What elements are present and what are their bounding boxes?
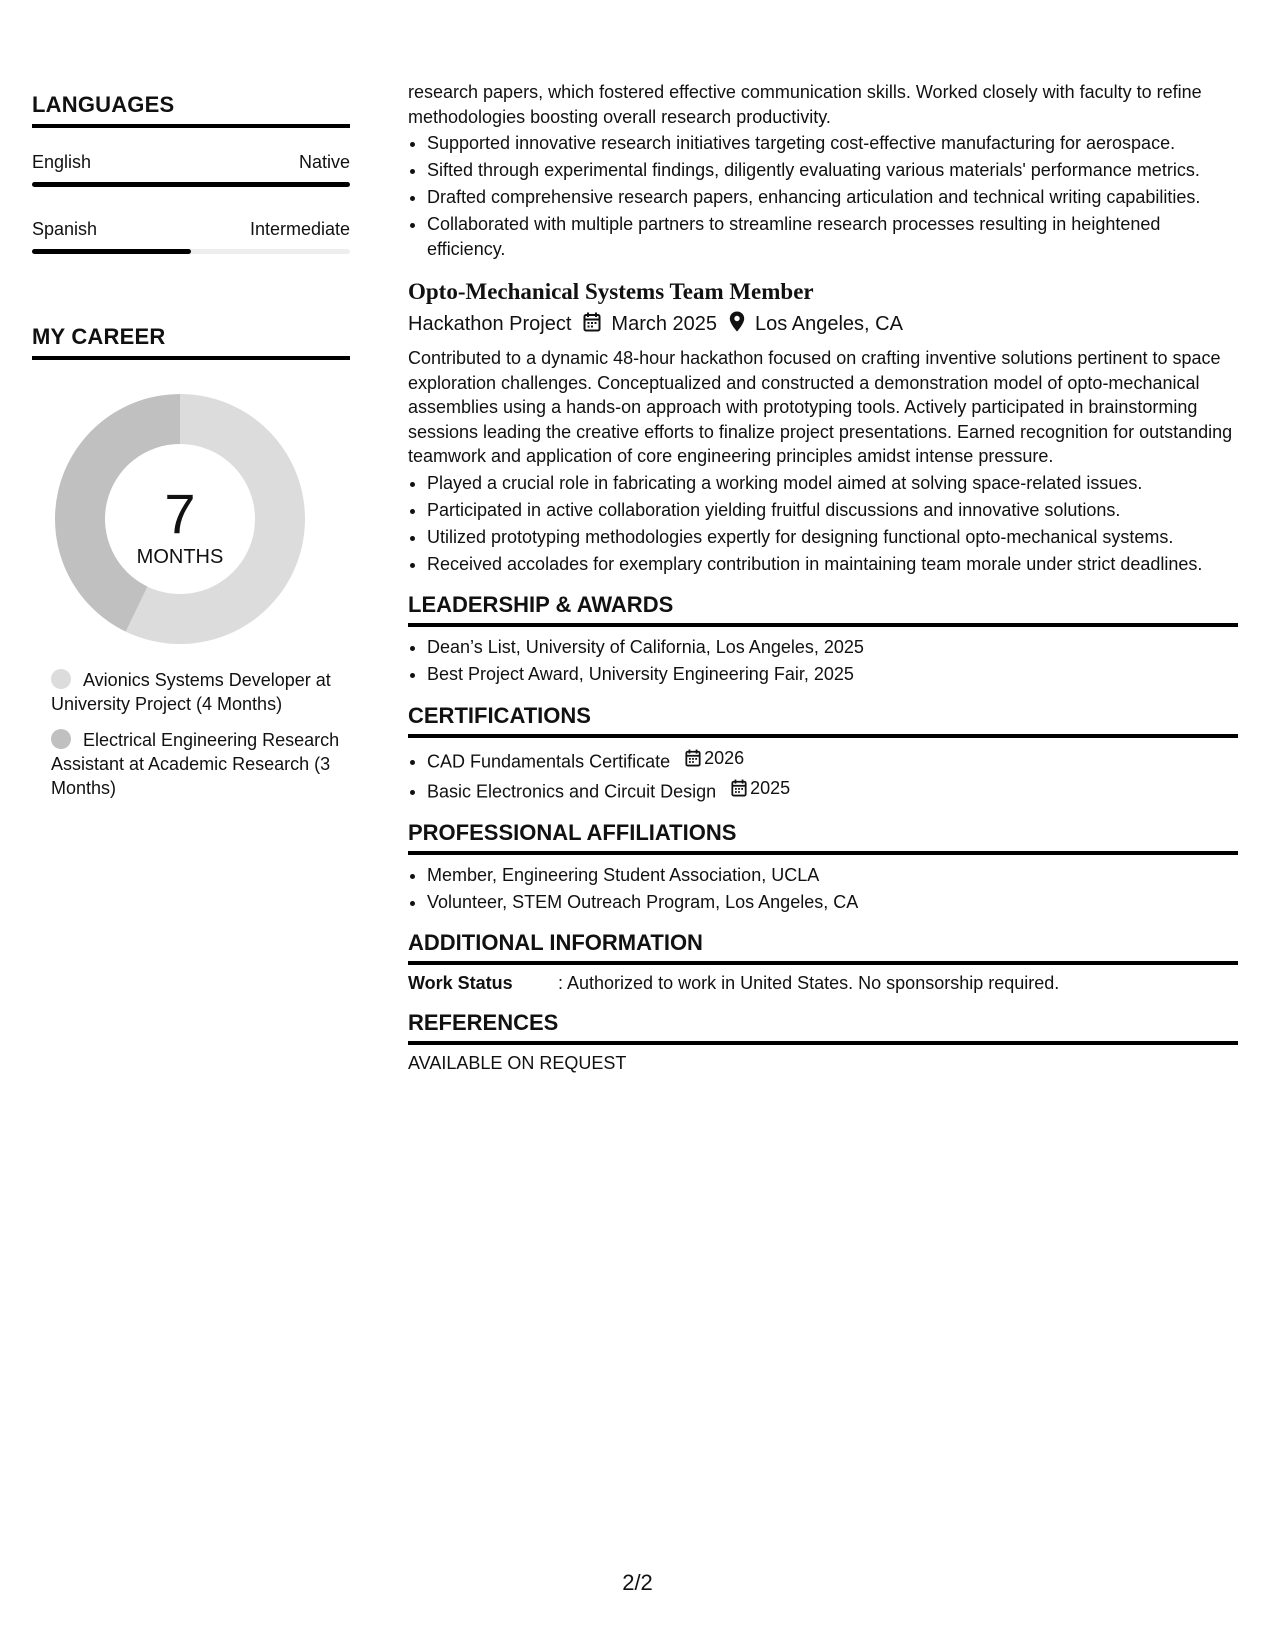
list-item: • Collaborated with multiple partners to streamline research processes resulting in heightened efficiency. [427,212,1238,261]
career-donut-chart [55,394,305,644]
language-item [32,152,350,187]
career-legend [32,668,350,800]
certifications-list [408,746,1238,804]
career-section [32,324,350,800]
list-item: • Supported innovative research initiatives targeting cost-effective manufacturing for aerospace. [427,131,1238,156]
language-level: Native [298,152,350,172]
career-total-unit: MONTHS [136,546,224,568]
certification-item [427,746,1238,774]
job-date: March 2025 [611,313,718,335]
language-proficiency-fill [32,249,191,254]
career-legend-item [51,728,350,800]
list-item: • Volunteer, STEM Outreach Program, Los Angeles, CA [427,890,1238,915]
work-status-value: : Authorized to work in United States. No sponsorship required. [558,973,1060,993]
leadership-heading: LEADERSHIP & AWARDS [408,592,1238,627]
left-column [32,92,350,812]
list-item: • Received accolades for exemplary contribution in maintaining team morale under strict deadlines. [427,552,1238,577]
job-title: Opto-Mechanical Systems Team Member [408,279,814,304]
leadership-list [408,635,1238,687]
language-level: Intermediate [249,219,350,239]
languages-section [32,92,350,254]
affiliations-list [408,863,1238,915]
list-item: • Best Project Award, University Engineering Fair, 2025 [427,662,1238,687]
list-item: • Dean’s List, University of California, Los Angeles, 2025 [427,635,1238,660]
job-company: Hackathon Project [408,313,572,335]
right-column [408,80,1238,1074]
language-proficiency-fill [32,182,350,187]
legend-dot [51,669,71,689]
language-name: Spanish [32,219,98,239]
list-item: • Sifted through experimental findings, diligently evaluating various materials' performance metrics. [427,158,1238,183]
list-item: • Played a crucial role in fabricating a working model aimed at solving space-related issues. [427,471,1238,496]
certifications-heading: CERTIFICATIONS [408,703,1238,738]
legend-label: Electrical Engineering Research Assistant at Academic Research (3 Months) [51,730,340,798]
list-item: • Utilized prototyping methodologies expertly for designing functional opto-mechanical systems. [427,525,1238,550]
references-heading: REFERENCES [408,1010,1238,1045]
calendar-icon [583,312,601,338]
career-heading: MY CAREER [32,324,350,360]
job-description: Contributed to a dynamic 48-hour hackathon focused on crafting inventive solutions pertinent to space exploration challenges. Conceptualized and constructed a demonstration model of opto-mechanical assemblies using a hands-on approach with prototyping tools. Actively participated in brainstorming sessions leading the creative efforts to finalize project presentations. Earned recognition for outstanding teamwork and application of core engineering principles amidst intense pressure. [408,348,1233,466]
list-item: • Drafted comprehensive research papers, enhancing articulation and technical writing capabilities. [427,185,1238,210]
certification-name: Basic Electronics and Circuit Design [427,781,717,801]
certification-year-wrap [685,746,744,771]
work-status-label: Work Status [408,973,513,993]
certification-item [427,776,1238,804]
job-location: Los Angeles, CA [755,313,903,335]
calendar-icon [731,779,747,797]
certification-year: 2026 [704,747,745,768]
work-status-row [408,973,1238,994]
certification-name: CAD Fundamentals Certificate [427,750,671,771]
language-proficiency-bar [32,249,350,254]
experience-bullets [408,131,1238,261]
references-text: AVAILABLE ON REQUEST [408,1053,627,1073]
languages-heading: LANGUAGES [32,92,350,128]
language-item [32,219,350,254]
legend-label: Avionics Systems Developer at University Project (4 Months) [51,670,331,714]
language-proficiency-bar [32,182,350,187]
language-name: English [32,152,92,172]
additional-info-heading: ADDITIONAL INFORMATION [408,930,1238,965]
list-item: • Participated in active collaboration yielding fruitful discussions and innovative solutions. [427,498,1238,523]
calendar-icon [685,749,701,767]
list-item: • Member, Engineering Student Association, UCLA [427,863,1238,888]
job-bullets [408,471,1238,577]
job-meta [408,311,1238,338]
map-pin-icon [729,311,745,338]
legend-dot [51,729,71,749]
career-total-value: 7 [164,482,196,545]
certification-year: 2025 [750,777,791,798]
donut-center [55,394,305,644]
affiliations-heading: PROFESSIONAL AFFILIATIONS [408,820,1238,855]
certification-year-wrap [731,776,790,801]
experience-continued-text: research papers, which fostered effective communication skills. Worked closely with faculty to refine methodologies boosting overall research productivity. [408,82,1202,127]
career-legend-item [51,668,350,716]
page-number: 2/2 [622,1570,653,1595]
